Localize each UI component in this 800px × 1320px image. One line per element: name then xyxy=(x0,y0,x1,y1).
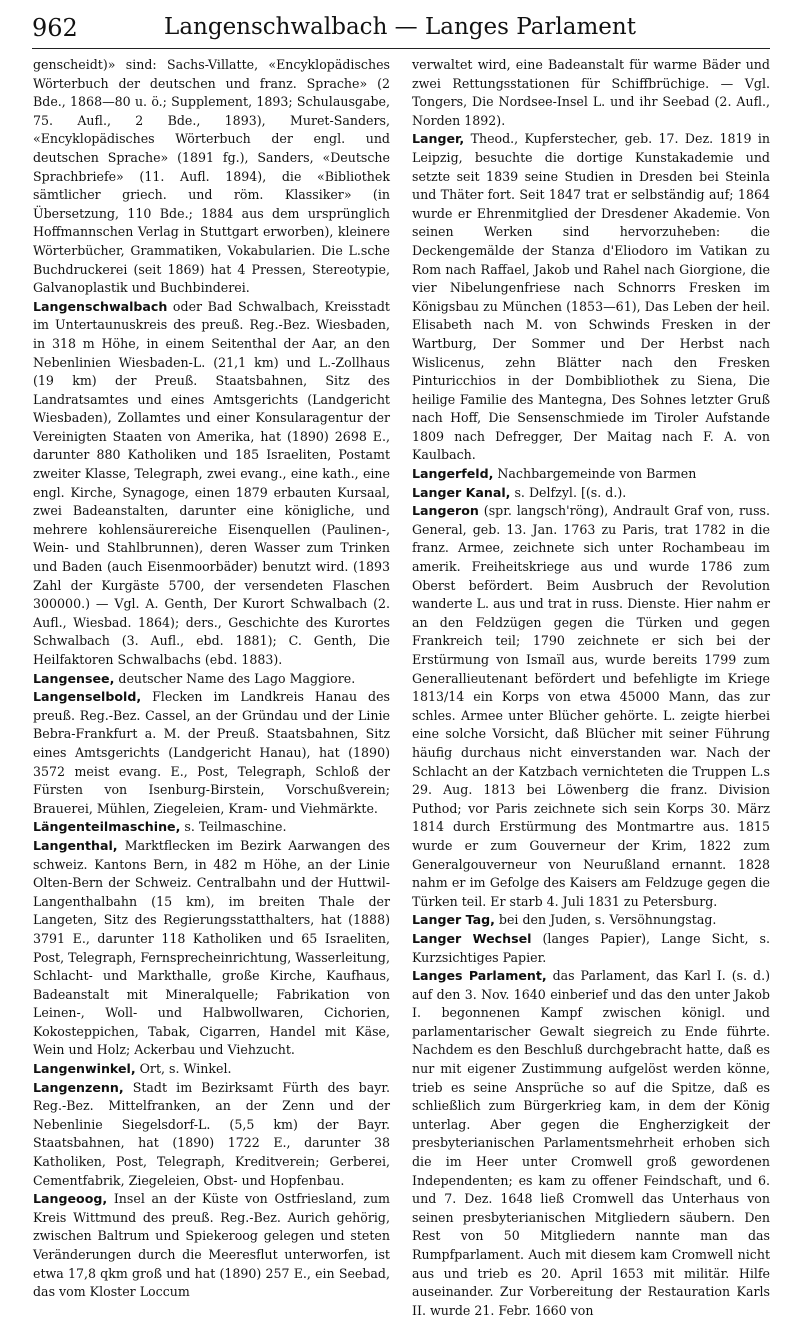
running-title: Langenschwalbach — Langes Parlament xyxy=(164,14,636,40)
entry-headword: Langerfeld, xyxy=(412,466,494,482)
entry-text: Marktflecken im Bezirk Aarwangen des schweiz. Kantons Bern, in 482 m Höhe, an der Linie Olten-Bern der Schweiz. Centralbahn und der Huttwil-Langenthalbahn (15 km), im breiten Thale der Langeten, Sitz des Regierungsstatthalters, hat (1888) 3791 E., darunter 118 Katholiken und 65 Israeliten, Post, Telegraph, Fernsprecheinrichtung, Wasserleitung, Schlacht- und Markthalle, große Kirche, Kaufhaus, Badeanstalt mit Mineralquelle; Fabrikation von Leinen-, Woll- und Halbwollwaren, Cichorien, Kokosteppichen, Tabak, Cigarren, Handel mit Käse, Wein und Holz; Ackerbau und Viehzucht. xyxy=(33,837,390,1058)
dictionary-entry xyxy=(412,911,770,930)
right-column xyxy=(412,56,770,1320)
entry-headword: Langer Wechsel xyxy=(412,930,532,946)
entry-text: Flecken im Landkreis Hanau des preuß. Reg.-Bez. Cassel, an der Gründau und der Linie Bebra-Frankfurt a. M. der Preuß. Staatsbahnen, Sitz eines Amtsgerichts (Landgericht Hanau), hat (1890) 3572 meist evang. E., Post, Telegraph, Schloß der Fürsten von Isenburg-Birstein, Vorschußverein; Brauerei, Mühlen, Ziegeleien, Kram- und Viehmärkte. xyxy=(33,689,390,816)
entry-text: Ort, s. Winkel. xyxy=(135,1061,232,1077)
dictionary-entry xyxy=(33,818,390,837)
entry-text: deutscher Name des Lago Maggiore. xyxy=(114,670,356,686)
entry-text: das Parlament, das Karl I. (s. d.) auf den 3. Nov. 1640 einberief und das den unter Jakob I. begonnenen Kampf zwischen königl. und parlamentarischer Gewalt siegreich zu Ende führte. Nachdem es den Beschluß durchgebracht hatte, daß es nur mit eigener Zustimmung aufgelöst werden könne, trieb es seine Ansprüche so auf die Spitze, daß es schließlich zum Bürgerkrieg kam, in dem der König unterlag. Aber gegen die Engherzigkeit der presbyterianischen Parlamentsmehrheit erhoben sich die im Heer unter Cromwell groß gewordenen Independenten; es kam zu offener Feindschaft, und 6. und 7. Dez. 1648 ließ Cromwell das Unterhaus von seinen presbyterianischen Mitgliedern säubern. Den Rest von 50 Mitgliedern nannte man das Rumpfparlament. Auch mit diesem kam Cromwell nicht aus und trieb es 20. April 1653 mit militär. Hilfe auseinander. Zur Vorbereitung der Restauration Karls II. wurde 21. Febr. 1660 von xyxy=(412,968,770,1318)
entry-headword: Langenschwalbach xyxy=(33,298,168,314)
header-rule xyxy=(32,48,770,49)
dictionary-entry xyxy=(33,688,390,818)
entry-text: bei den Juden, s. Versöhnungstag. xyxy=(494,912,717,928)
entry-text: (langes Papier), Lange Sicht, s. Kurzsichtiges Papier. xyxy=(412,930,770,965)
entry-text: Theod., Kupferstecher, geb. 17. Dez. 1819 in Leipzig, besuchte die dortige Kunstakademie und setzte seit 1839 seine Studien in Dresden bei Steinla und Thäter fort. Seit 1847 trat er selbständig auf; 1864 wurde er Ehrenmitglied der Dresdener Akademie. Von seinen Werken sind hervorzuheben: die Deckengemälde der Stanza d'Eliodoro im Vatikan zu Rom nach Raffael, Jakob und Rahel nach Giorgione, die vier Nibelungenfriese nach Schnorrs Fresken im Königsbau zu München (1853—61), Das Leben der heil. Elisabeth nach M. von Schwinds Fresken in der Wartburg, Der Sommer und Der Herbst nach Wislicenus, zehn Blätter nach den Fresken Pinturicchios in der Dombibliothek zu Siena, Die heilige Familie des Mantegna, Des Sohnes letzter Gruß nach Hoff, Die Sensenschmiede im Tiroler Aufstande 1809 nach Defregger, Der Maitag nach F. A. von Kaulbach. xyxy=(412,131,770,463)
dictionary-entry xyxy=(33,1079,390,1191)
page-header xyxy=(30,6,770,46)
entry-text: (spr. langsch'röng), Andrault Graf von, russ. General, geb. 13. Jan. 1763 zu Paris, trat 1782 in die franz. Armee, zeichnete sich unter Rochambeau im amerik. Freiheitskriege aus und wurde 1786 zum Oberst befördert. Beim Ausbruch der Revolution wanderte L. aus und trat in russ. Dienste. Hier nahm er an den Feldzügen gegen die Türken und gegen Frankreich teil; 1790 zeichnete er sich bei der Erstürmung von Ismaïl aus, wurde bereits 1799 zum Generallieutenant befördert und befehligte im Kriege 1813/14 ein Korps von etwa 45000 Mann, das zur schles. Armee unter Blücher gehörte. L. zeigte hierbei eine solche Vorsicht, daß Blücher mit seiner Führung häufig durchaus nicht einverstanden war. Nach der Schlacht an der Katzbach vernichteten die Truppen L.s 29. Aug. 1813 bei Löwenberg die franz. Division Puthod; vor Paris zeichnete sich sein Korps 30. März 1814 durch Erstürmung des Montmartre aus. 1815 wurde er zum Gouverneur der Krim, 1822 zum Generalgouverneur von Neurußland ernannt. 1828 nahm er im Gefolge des Kaisers am Feldzuge gegen die Türken teil. Er starb 4. Juli 1831 zu Petersburg. xyxy=(412,503,770,909)
dictionary-entry xyxy=(412,484,770,503)
entry-headword: Langenselbold, xyxy=(33,689,142,705)
dictionary-entry xyxy=(33,1060,390,1079)
dictionary-entry xyxy=(33,1190,390,1302)
dictionary-entry xyxy=(33,670,390,689)
dictionary-entry xyxy=(33,837,390,1060)
dictionary-entry xyxy=(33,56,390,298)
entry-text: Stadt im Bezirksamt Fürth des bayr. Reg.-Bez. Mittelfranken, an der Zenn und der Nebenlinie Siegelsdorf-L. (5,5 km) der Bayr. Staatsbahnen, hat (1890) 1722 E., darunter 38 Katholiken, Post, Telegraph, Kreditverein; Gerberei, Cementfabrik, Ziegeleien, Obst- und Hopfenbau. xyxy=(33,1079,390,1188)
entry-headword: Längenteilmaschine, xyxy=(33,819,181,835)
dictionary-entry xyxy=(412,967,770,1320)
entry-headword: Langeoog, xyxy=(33,1191,108,1207)
page-number: 962 xyxy=(32,14,78,42)
dictionary-entry xyxy=(412,465,770,484)
entry-headword: Langenzenn, xyxy=(33,1079,124,1095)
left-column xyxy=(33,56,390,1302)
entry-text: verwaltet wird, eine Badeanstalt für warme Bäder und zwei Rettungsstationen für Schiffbrüchige. — Vgl. Tongers, Die Nordsee-Insel L. und ihr Seebad (2. Aufl., Norden 1892). xyxy=(412,57,770,128)
dictionary-entry xyxy=(412,930,770,967)
entry-headword: Langeron xyxy=(412,503,479,519)
entry-text: s. Teilmaschine. xyxy=(180,819,287,835)
entry-text: s. Delfzyl. [(s. d.). xyxy=(510,484,627,500)
dictionary-entry xyxy=(33,298,390,670)
entry-text: genscheidt)» sind: Sachs-Villatte, «Encyklopädisches Wörterbuch der deutschen und franz. Sprache» (2 Bde., 1868—80 u. ö.; Supplement, 1893; Schulausgabe, 75. Aufl., 2 Bde., 1893), Muret-Sanders, «Encyklopädisches Wörterbuch der engl. und deutschen Sprache» (1891 fg.), Sanders, «Deutsche Sprachbriefe» (11. Aufl. 1894), die «Bibliothek sämtlicher griech. und röm. Klassiker» (in Übersetzung, 110 Bde.; 1884 aus dem ursprünglich Hoffmannschen Verlag in Stuttgart erworben), kleinere Wörterbücher, Grammatiken, Vokabularien. Die L.sche Buchdruckerei (seit 1869) hat 4 Pressen, Stereotypie, Galvanoplastik und Buchbinderei. xyxy=(33,57,390,296)
entry-headword: Langer Kanal, xyxy=(412,484,511,500)
dictionary-entry xyxy=(412,502,770,911)
entry-headword: Langenthal, xyxy=(33,837,118,853)
entry-headword: Langes Parlament, xyxy=(412,968,547,984)
entry-text: Nachbargemeinde von Barmen xyxy=(493,466,697,482)
dictionary-entry xyxy=(412,130,770,465)
entry-text: Insel an der Küste von Ostfriesland, zum Kreis Wittmund des preuß. Reg.-Bez. Aurich gehörig, zwischen Baltrum und Spiekeroog gelegen und steten Veränderungen durch die Meeresflut unterworfen, ist etwa 17,8 qkm groß und hat (1890) 257 E., ein Seebad, das vom Kloster Loccum xyxy=(33,1191,390,1300)
dictionary-entry xyxy=(412,56,770,130)
entry-headword: Langer Tag, xyxy=(412,912,495,928)
entry-headword: Langenwinkel, xyxy=(33,1061,136,1077)
entry-text: oder Bad Schwalbach, Kreisstadt im Untertaunuskreis des preuß. Reg.-Bez. Wiesbaden, in 318 m Höhe, in einem Seitenthal der Aar, an den Nebenlinien Wiesbaden-L. (21,1 km) und L.-Zollhaus (19 km) der Preuß. Staatsbahnen, Sitz des Landratsamtes und eines Amtsgerichts (Landgericht Wiesbaden), Zollamtes und einer Konsularagentur der Vereinigten Staaten von Amerika, hat (1890) 2698 E., darunter 880 Katholiken und 185 Israeliten, Postamt zweiter Klasse, Telegraph, zwei evang., eine kath., eine engl. Kirche, Synagoge, einen 1879 erbauten Kursaal, zwei Badeanstalten, darunter eine königliche, und mehrere kohlensäurereiche Eisenquellen (Paulinen-, Wein- und Stahlbrunnen), deren Wasser zum Trinken und Baden (auch Eisenmoorbäder) benutzt wird. (1893 Zahl der Kurgäste 5700, der versendeten Flaschen 300000.) — Vgl. A. Genth, Der Kurort Schwalbach (2. Aufl., Wiesbad. 1864); ders., Geschichte des Kurortes Schwalbach (3. Aufl., ebd. 1881); C. Genth, Die Heilfaktoren Schwalbachs (ebd. 1883). xyxy=(33,298,390,667)
entry-headword: Langer, xyxy=(412,131,465,147)
entry-headword: Langensee, xyxy=(33,670,115,686)
